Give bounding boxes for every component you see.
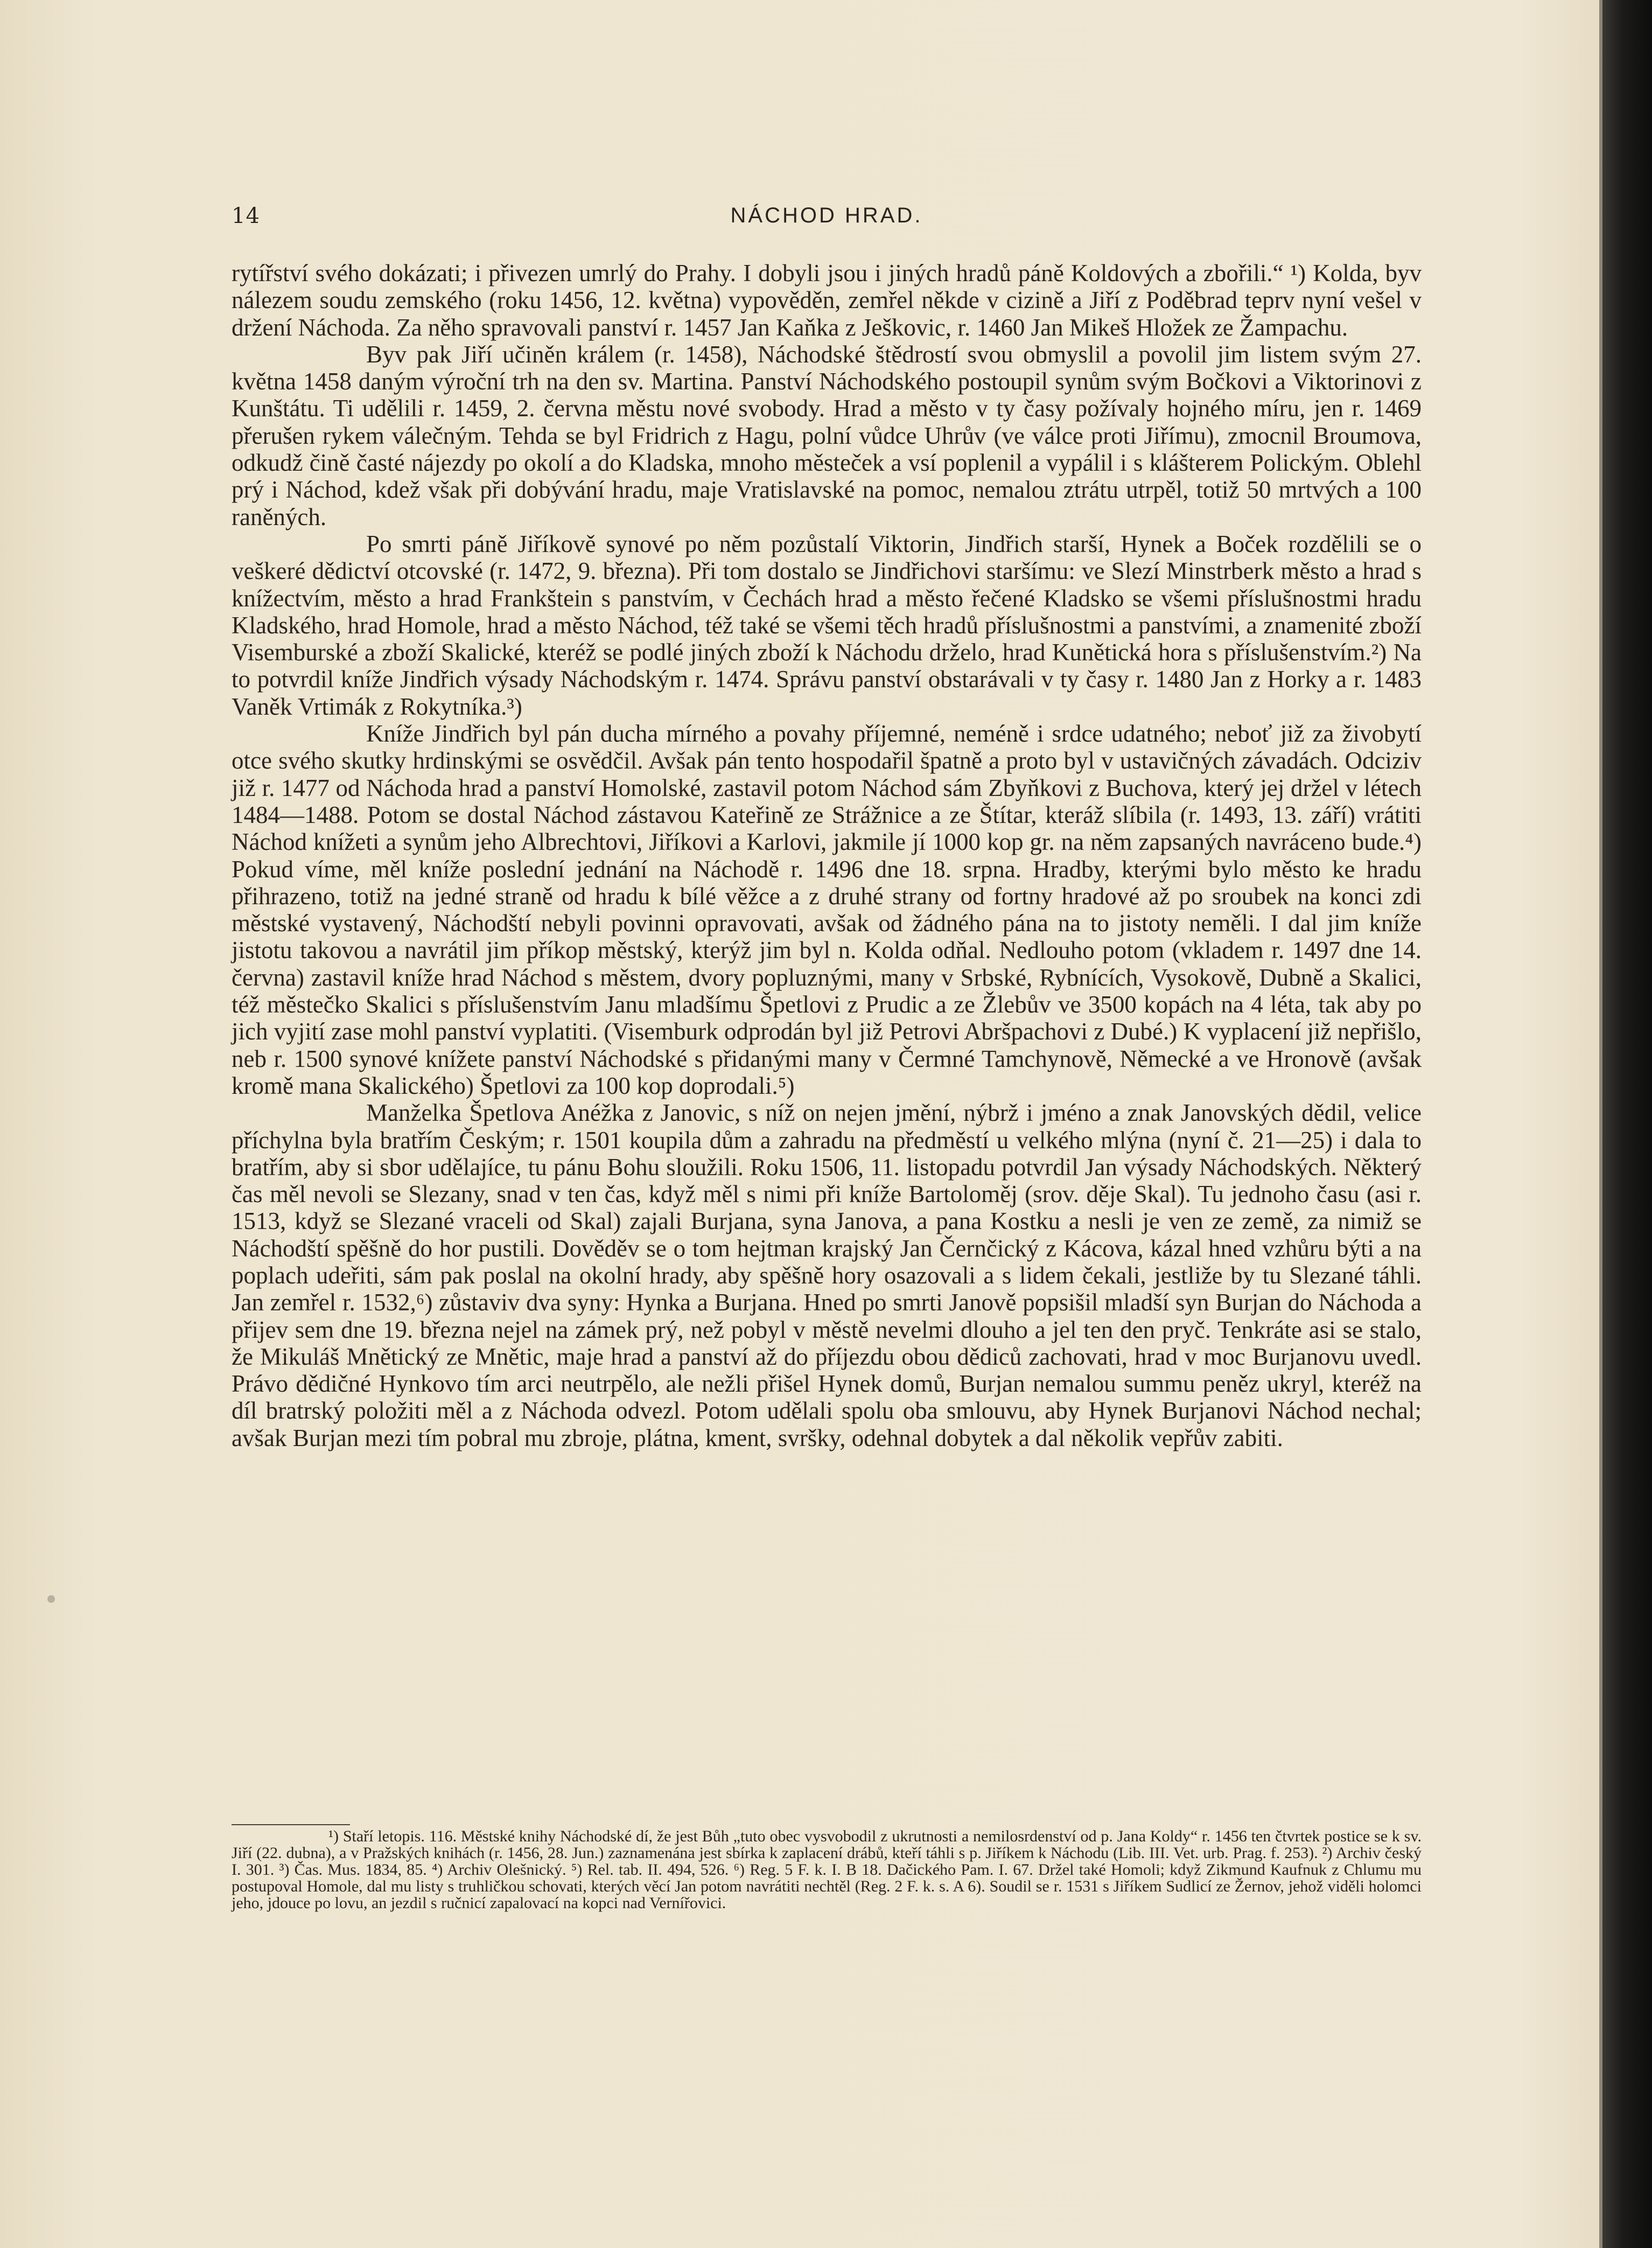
paragraph: rytířství svého dokázati; i přivezen umrlý do Prahy. I dobyli jsou i jiných hradů páně Koldových a zbořili.“ ¹) Kolda, byv nálezem soudu zemského (roku 1456, 12. května) vypověděn, zemřel někde v cizině a Jiří z Poděbrad teprv nyní vešel v držení Náchoda. Za něho spravovali panství r. 1457 Jan Kaňka z Ješkovic, r. 1460 Jan Mikeš Hložek ze Žampachu. [232,260,1422,341]
scan-speck [47,1595,55,1603]
footnote-text: ¹) Staří letopis. 116. Městské knihy Náchodské dí, že jest Bůh „tuto obec vysvobodil z ukrutnosti a nemilosrdenství od p. Jana Koldy“ r. 1456 ten čtvrtek postice se k sv. Jiří (22. dubna), a v Pražských knihách (r. 1456, 28. Jun.) zaznamenána jest sbírka k zaplacení drábů, kteří táhli s p. Jiříkem k Náchodu (Lib. III. Vet. urb. Prag. f. 253). ²) Archiv český I. 301. ³) Čas. Mus. 1834, 85. ⁴) Archiv Olešnický. ⁵) Rel. tab. II. 494, 526. ⁶) Reg. 5 F. k. I. B 18. Dačického Pam. I. 67. Držel také Homoli; když Zikmund Kaufnuk z Chlumu mu postupoval Homole, dal mu listy s truhličkou schovati, kterých věcí Jan potom navrátiti nechtěl (Reg. 2 F. k. s. A 6). Soudil se r. 1531 s Jiříkem Sudlicí ze Žernov, jehož viděli holomci jeho, jdouce po lovu, an jezdil s ručnicí zapalovací na kopci nad Vernířovici. [232,1827,1422,1912]
paragraph: Byv pak Jiří učiněn králem (r. 1458), Náchodské štědrostí svou obmyslil a povolil jim listem svým 27. května 1458 daným výroční trh na den sv. Martina. Panství Náchodského postoupil synům svým Bočkovi a Viktorinovi z Kunštátu. Ti udělili r. 1459, 2. června městu nové svobody. Hrad a město v ty časy požívaly hojného míru, jen r. 1469 přerušen rykem válečným. Tehda se byl Fridrich z Hagu, polní vůdce Uhrův (ve válce proti Jiřímu), zmocnil Broumova, odkudž čině časté nájezdy po okolí a do Kladska, mnoho městeček a vsí poplenil a vypálil i s klášterem Polickým. Oblehl prý i Náchod, kdež však při dobývání hradu, maje Vratislavské na pomoc, nemalou ztrátu utrpěl, totiž 50 mrtvých a 100 raněných. [232,340,1422,530]
running-title: NÁCHOD HRAD. [730,204,923,227]
main-text [232,260,1422,1451]
page-header [232,204,1422,236]
scan-border [1602,0,1652,2248]
footnote-divider [232,1824,350,1825]
paragraph: Manželka Špetlova Anéžka z Janovic, s níž on nejen jmění, nýbrž i jméno a znak Janovských dědil, velice příchylna byla bratřím Českým; r. 1501 koupila dům a zahradu na předměstí u velkého mlýna (nyní č. 21—25) i dala to bratřím, aby si sbor udělajíce, tu pánu Bohu sloužili. Roku 1506, 11. listopadu potvrdil Jan výsady Náchodských. Některý čas měl nevoli se Slezany, snad v ten čas, když měl s nimi při kníže Bartoloměj (srov. děje Skal). Tu jednoho času (asi r. 1513, když se Slezané vraceli od Skal) zajali Burjana, syna Janova, a pana Kostku a nesli je ven ze země, za nimiž se Náchodští spěšně do hor pustili. Dověděv se o tom hejtman krajský Jan Černčický z Kácova, kázal hned vzhůru býti a na poplach udeřiti, sám pak poslal na okolní hrady, aby spěšně hory osazovali a s lidem čekali, jestliže by tu Slezané táhli. Jan zemřel r. 1532,⁶) zůstaviv dva syny: Hynka a Burjana. Hned po smrti Janově popsišil mladší syn Burjan do Náchoda a přijev sem dne 19. března nejel na zámek prý, než pobyl v městě nevelmi dlouho a jel ten den pryč. Tenkráte asi se stalo, že Mikuláš Mnětický ze Mnětic, maje hrad a panství až do příjezdu obou dědiců zachovati, hrad v moc Burjanovu uvedl. Právo dědičné Hynkovo tím arci neutrpělo, ale nežli přišel Hynek domů, Burjan nemalou summu peněz ukryl, kteréž na díl bratrský položiti měl a z Náchoda odvezl. Potom udělali spolu oba smlouvu, aby Hynek Burjanovi Náchod nechal; avšak Burjan mezi tím pobral mu zbroje, plátna, kment, svršky, odehnal dobytek a dal několik vepřův zabiti. [232,1099,1422,1451]
footnotes [232,1828,1422,1911]
page-number: 14 [232,204,260,228]
paragraph: Po smrti páně Jiříkově synové po něm pozůstalí Viktorin, Jindřich starší, Hynek a Boček rozdělili se o veškeré dědictví otcovské (r. 1472, 9. března). Při tom dostalo se Jindřichovi staršímu: ve Slezí Minstrberk město a hrad s knížectvím, město a hrad Frankštein s panstvím, v Čechách hrad a město řečené Kladsko se všemi příslušnostmi hradu Kladského, hrad Homole, hrad a město Náchod, též také se všemi těch hradů příslušnostmi a panstvími, a znamenité zboží Visemburské a zboží Skalické, kteréž se podlé jiných zboží k Náchodu drželo, hrad Kunětická hora s příslušenstvím.²) Na to potvrdil kníže Jindřich výsady Náchodským r. 1474. Správu panství obstarávali v ty časy r. 1480 Jan z Horky a r. 1483 Vaněk Vrtimák z Rokytníka.³) [232,530,1422,720]
paragraph: Kníže Jindřich byl pán ducha mírného a povahy příjemné, neméně i srdce udatného; neboť již za živobytí otce svého skutky hrdinskými se osvědčil. Avšak pán tento hospodařil špatně a proto byl v ustavičných závadách. Odciziv již r. 1477 od Náchoda hrad a panství Homolské, zastavil potom Náchod sám Zbyňkovi z Buchova, který jej držel v létech 1484—1488. Potom se dostal Náchod zástavou Kateřině ze Strážnice a ze Štítar, kteráž slíbila (r. 1493, 13. září) vrátiti Náchod knížeti a synům jeho Albrechtovi, Jiříkovi a Karlovi, jakmile jí 1000 kop gr. na něm zapsaných navráceno bude.⁴) Pokud víme, měl kníže poslední jednání na Náchodě r. 1496 dne 18. srpna. Hradby, kterými bylo město ke hradu přihrazeno, totiž na jedné straně od hradu k bílé věžce a z druhé strany od fortny hradové až po sroubek na konci zdi městské vystavený, Náchodští nebyli povinni opravovati, avšak od žádného pána na to jistoty neměli. I dal jim kníže jistotu takovou a navrátil jim příkop městský, kterýž jim byl n. Kolda odňal. Nedlouho potom (vkladem r. 1497 dne 14. června) zastavil kníže hrad Náchod s městem, dvory popluznými, many v Srbské, Rybnících, Vysokově, Dubně a Skalici, též městečko Skalici s příslušenstvím Janu mladšímu Špetlovi z Prudic a ze Žlebův ve 3500 kopách na 4 léta, tak aby po jich vyjití zase mohl panství vyplatiti. (Visemburk odprodán byl již Petrovi Abršpachovi z Dubé.) K vyplacení již nepřišlo, neb r. 1500 synové knížete panství Náchodské s přidanými many v Čermné Tamchynově, Německé a ve Hronově (avšak kromě mana Skalického) Špetlovi za 100 kop doprodali.⁵) [232,720,1422,1099]
